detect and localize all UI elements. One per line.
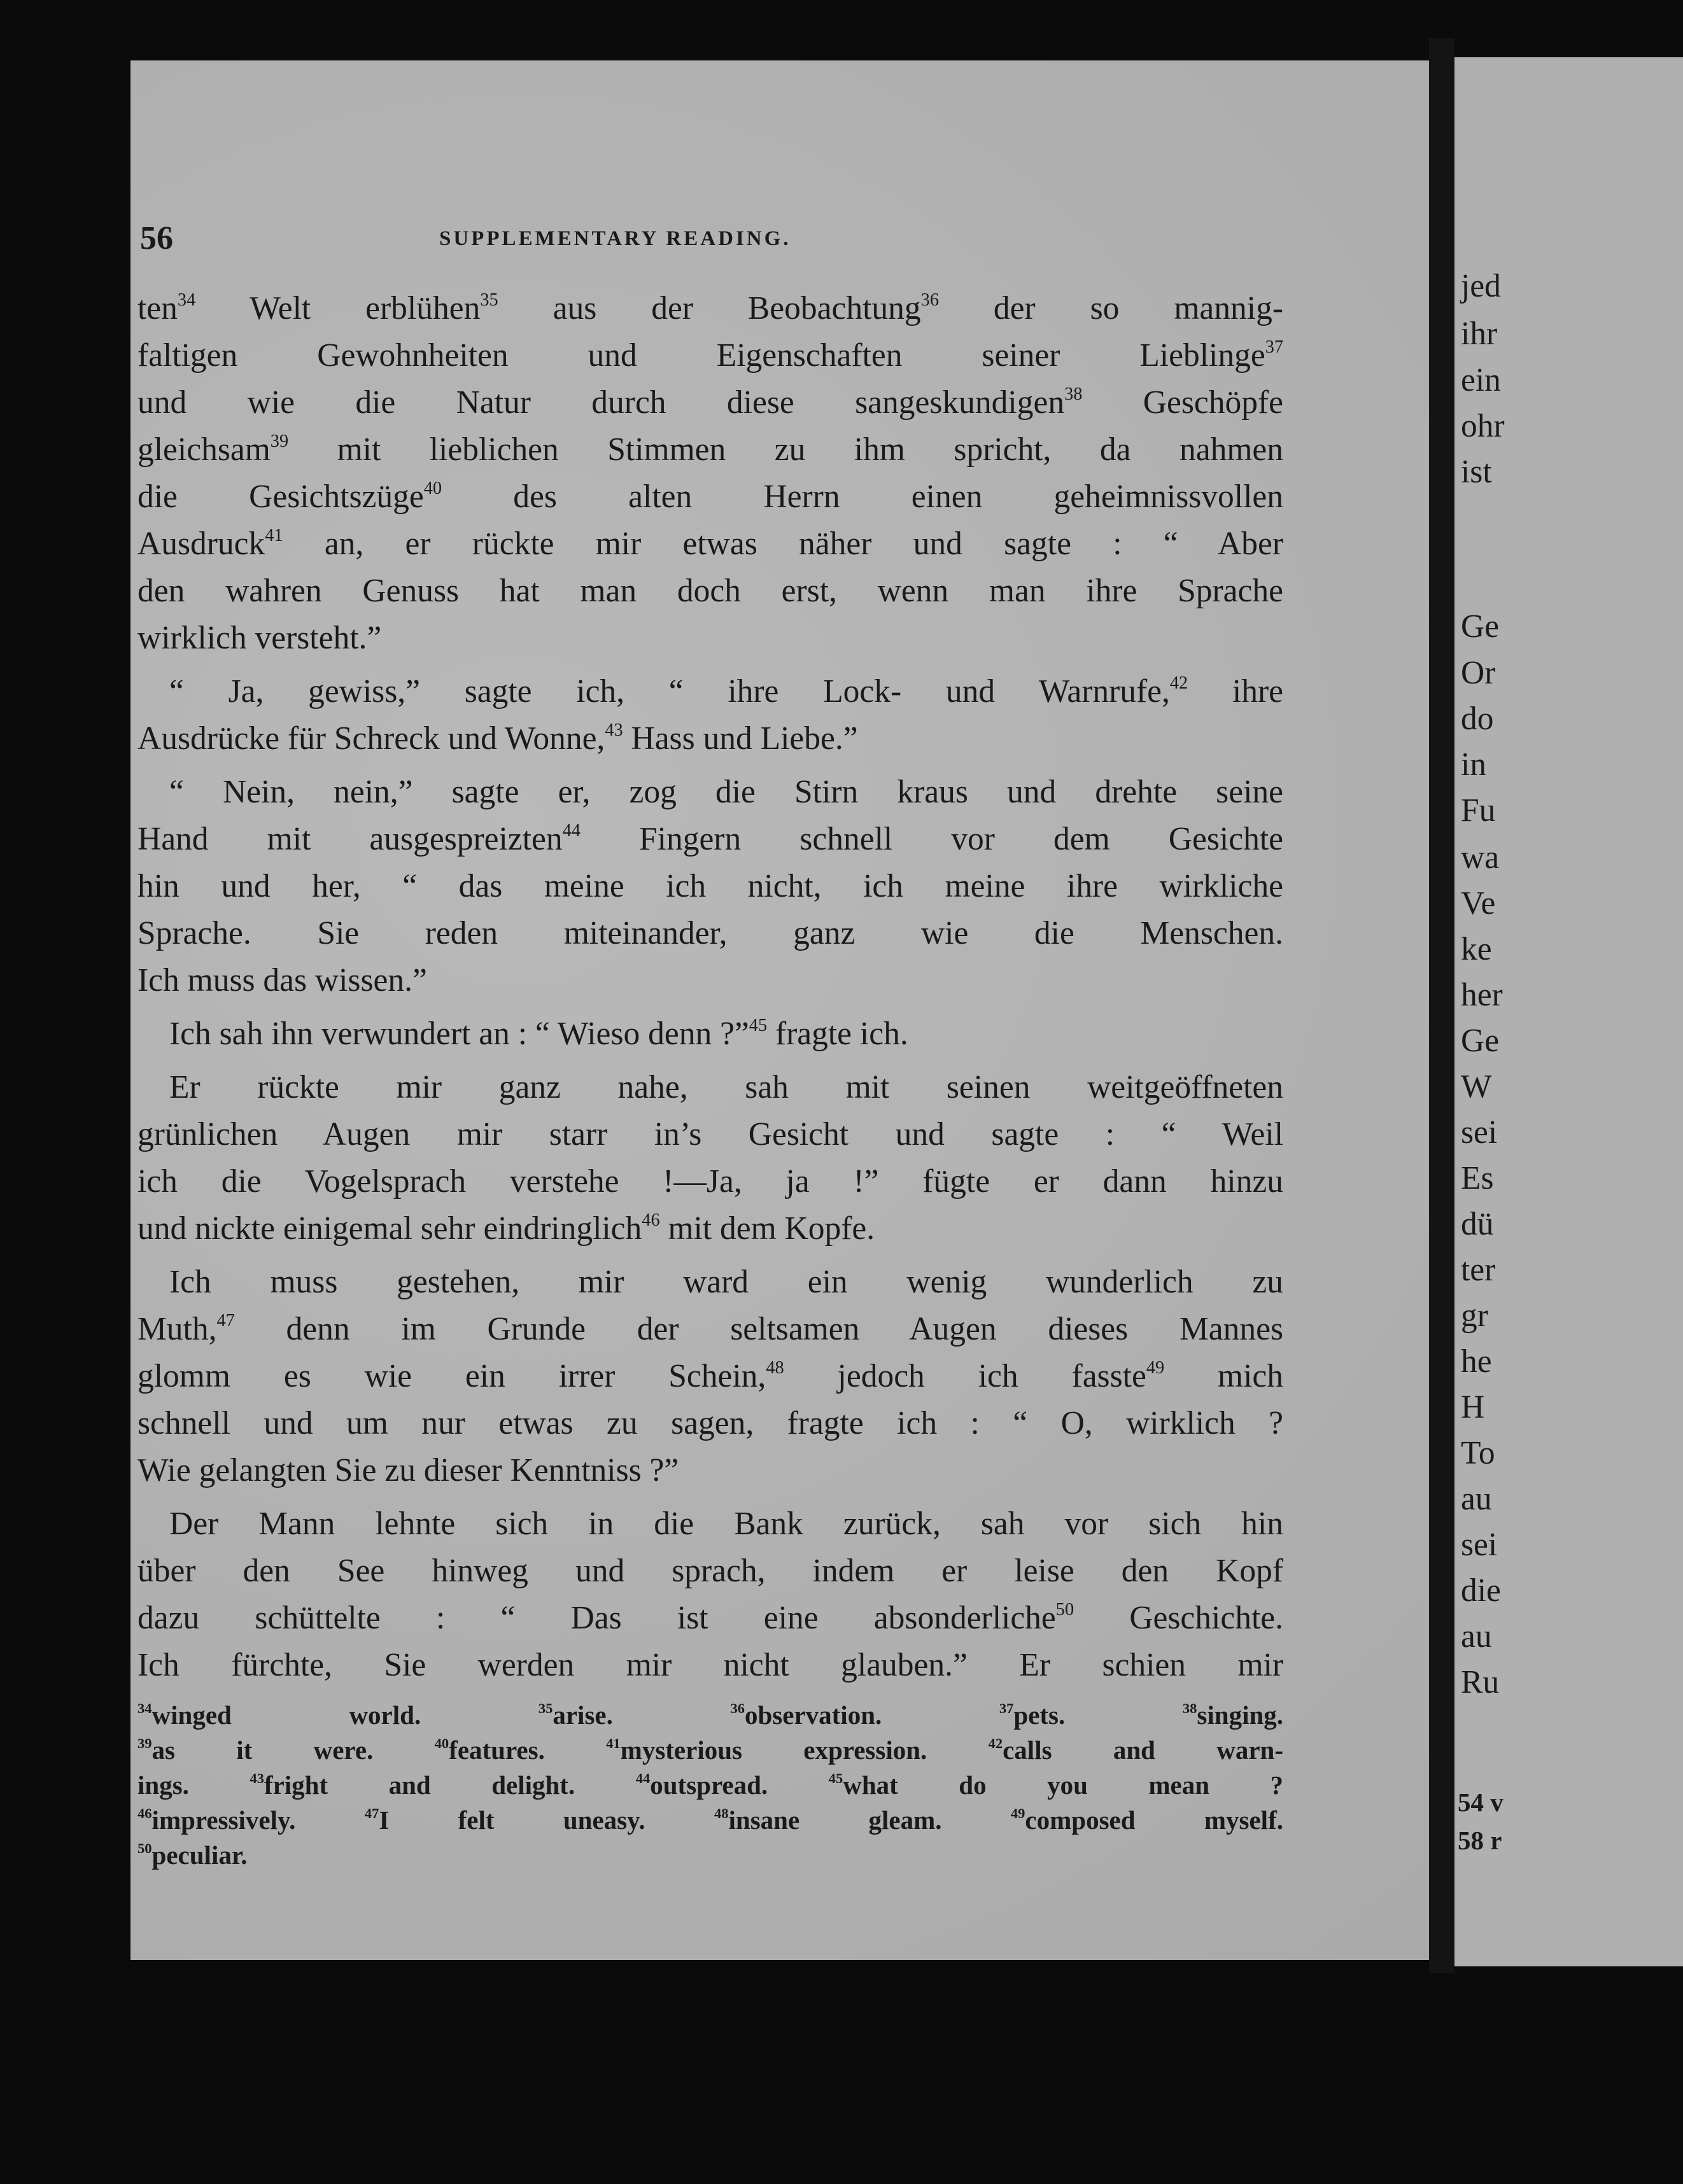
text-run: Ausdruck xyxy=(137,526,265,562)
footnote-marker: 48 xyxy=(714,1805,729,1822)
text-run: “ Ja, gewiss,” sagte ich, “ ihre Lock- und Warnrufe, xyxy=(169,673,1170,710)
text-run: grünlichen Augen mir starr in’s Gesicht und sagte : “ Weil xyxy=(137,1116,1283,1152)
footnote-line xyxy=(137,1733,1283,1768)
text-run: mich xyxy=(1164,1358,1284,1394)
right-page-fragment: jed xyxy=(1461,268,1501,304)
body-line xyxy=(137,1548,1283,1595)
footnote-marker: 50 xyxy=(137,1840,152,1857)
text-run: outspread. xyxy=(650,1770,829,1800)
body-line xyxy=(137,426,1283,473)
right-page-fragment: ihr xyxy=(1461,316,1498,352)
footnote-line xyxy=(137,1768,1283,1803)
text-run: Geschöpfe xyxy=(1082,384,1283,421)
paragraph-gap xyxy=(137,762,1283,769)
right-page-fragment: do xyxy=(1461,701,1494,737)
text-run: ings. xyxy=(137,1770,250,1800)
footnote-marker: 42 xyxy=(988,1735,1003,1752)
page-number: 56 xyxy=(140,220,173,256)
footnote-marker: 46 xyxy=(642,1210,660,1230)
body-line xyxy=(137,816,1283,863)
body-line xyxy=(137,1205,1283,1252)
footnote-line xyxy=(137,1838,1283,1873)
text-run: über den See hinweg und sprach, indem er leise den Kopf xyxy=(137,1553,1283,1589)
body-line xyxy=(137,1011,1283,1058)
text-run: aus der Beobachtung xyxy=(498,290,921,326)
text-run: Der Mann lehnte sich in die Bank zurück, sah vor sich hin xyxy=(169,1506,1283,1542)
footnote-marker: 39 xyxy=(270,431,289,451)
paragraph-gap xyxy=(137,1494,1283,1501)
text-run: fright and delight. xyxy=(264,1770,636,1800)
right-page-fragment: ein xyxy=(1461,362,1501,398)
body-line xyxy=(137,1642,1283,1689)
footnote-line xyxy=(137,1803,1283,1838)
text-run: features. xyxy=(449,1735,607,1765)
text-run: Ich sah ihn verwundert an : “ Wieso denn ?” xyxy=(169,1016,749,1052)
footnote-marker: 34 xyxy=(177,290,196,310)
right-page-fragment: H xyxy=(1461,1389,1485,1425)
body-line xyxy=(137,863,1283,910)
right-page-fragment: Ve xyxy=(1461,885,1496,921)
text-run: impressively. xyxy=(151,1805,365,1835)
text-run: arise. xyxy=(553,1700,731,1730)
body-line xyxy=(137,1400,1283,1447)
footnote-marker: 49 xyxy=(1010,1805,1025,1822)
footnote-marker: 46 xyxy=(137,1805,152,1822)
paragraph-gap xyxy=(137,1058,1283,1064)
right-page-fragment: in xyxy=(1461,746,1487,783)
text-run: I felt uneasy. xyxy=(379,1805,714,1835)
footnote-marker: 35 xyxy=(480,290,498,310)
body-line xyxy=(137,1111,1283,1158)
footnote-marker: 37 xyxy=(999,1700,1014,1717)
footnotes xyxy=(137,1698,1283,1873)
text-run: “ Nein, nein,” sagte er, zog die Stirn kraus und drehte seine xyxy=(169,774,1283,810)
right-page-fragment: sei xyxy=(1461,1527,1498,1563)
right-page-fragment: To xyxy=(1461,1435,1495,1471)
text-run: Geschichte. xyxy=(1074,1600,1283,1636)
text-run: ten xyxy=(137,290,178,326)
footnote-marker: 36 xyxy=(730,1700,745,1717)
text-run: mysterious expression. xyxy=(620,1735,989,1765)
body-line xyxy=(137,1158,1283,1205)
text-run: what do you mean ? xyxy=(843,1770,1283,1800)
body-line xyxy=(137,285,1283,332)
text-run: pets. xyxy=(1013,1700,1183,1730)
right-page-fragment: Fu xyxy=(1461,792,1496,829)
text-run: ihre xyxy=(1188,673,1283,710)
footnote-marker: 50 xyxy=(1055,1599,1074,1620)
body-line xyxy=(137,521,1283,568)
text-run: gleichsam xyxy=(137,431,271,468)
text-run: calls and warn- xyxy=(1003,1735,1283,1765)
right-page-fragment: ke xyxy=(1461,931,1492,967)
right-page-fragment: au xyxy=(1461,1481,1492,1517)
footnote-marker: 39 xyxy=(137,1735,152,1752)
body-line xyxy=(137,1306,1283,1353)
right-page-fragment: sei xyxy=(1461,1114,1498,1151)
text-run: composed myself. xyxy=(1025,1805,1283,1835)
text-run: Wie gelangten Sie zu dieser Kenntniss ?” xyxy=(137,1452,679,1488)
body-line xyxy=(137,473,1283,521)
main-text xyxy=(137,285,1283,1689)
text-run: hin und her, “ das meine ich nicht, ich meine ihre wirkliche xyxy=(137,868,1283,904)
text-run: jedoch ich fasste xyxy=(784,1358,1146,1394)
body-line xyxy=(137,379,1283,426)
body-line xyxy=(137,769,1283,816)
right-page-fragment: Ru xyxy=(1461,1664,1500,1700)
footnote-marker: 45 xyxy=(828,1770,843,1787)
footnote-marker: 41 xyxy=(265,525,283,545)
text-run: Sprache. Sie reden miteinander, ganz wie die Menschen. xyxy=(137,915,1283,951)
footnote-marker: 48 xyxy=(766,1357,784,1378)
paragraph-gap xyxy=(137,1252,1283,1259)
text-run: Welt erblühen xyxy=(195,290,481,326)
text-run: mit lieblichen Stimmen zu ihm spricht, da nahmen xyxy=(288,431,1283,468)
body-line xyxy=(137,910,1283,957)
text-run: glomm es wie ein irrer Schein, xyxy=(137,1358,766,1394)
body-line xyxy=(137,957,1283,1004)
text-run: Ausdrücke für Schreck und Wonne, xyxy=(137,720,605,757)
text-run: Ich muss gestehen, mir ward ein wenig wunderlich zu xyxy=(169,1264,1283,1300)
right-page-fragment: ter xyxy=(1461,1252,1496,1288)
right-page-fragment: Ge xyxy=(1461,1023,1500,1059)
text-run: und nickte einigemal sehr eindringlich xyxy=(137,1210,642,1247)
body-line xyxy=(137,1064,1283,1111)
footnote-line xyxy=(137,1698,1283,1733)
right-page-fragment: ist xyxy=(1461,454,1492,490)
text-run: peculiar. xyxy=(151,1840,248,1870)
right-page-fragment: dü xyxy=(1461,1206,1494,1242)
footnote-marker: 42 xyxy=(1169,673,1188,693)
text-run: der so mannig- xyxy=(938,290,1283,326)
footnote-marker: 38 xyxy=(1064,384,1083,404)
right-page-fragment: gr xyxy=(1461,1298,1488,1334)
text-run: Ich fürchte, Sie werden mir nicht glauben.” Er schien mir xyxy=(137,1647,1283,1683)
footnote-marker: 35 xyxy=(538,1700,553,1717)
right-page-fragment: her xyxy=(1461,977,1503,1013)
footnote-marker: 36 xyxy=(920,290,939,310)
footnote-marker: 44 xyxy=(635,1770,651,1787)
footnote-marker: 47 xyxy=(216,1310,235,1331)
text-run: dazu schüttelte : “ Das ist eine absonderliche xyxy=(137,1600,1056,1636)
paragraph-gap xyxy=(137,1004,1283,1011)
book-gutter xyxy=(1429,38,1454,1973)
text-run: Ich muss das wissen.” xyxy=(137,962,427,998)
footnote-marker: 43 xyxy=(250,1770,264,1787)
text-run: Er rückte mir ganz nahe, sah mit seinen weitgeöffneten xyxy=(169,1069,1283,1105)
right-page-fragment: Ge xyxy=(1461,608,1500,645)
text-run: fragte ich. xyxy=(767,1016,908,1052)
body-line xyxy=(137,1501,1283,1548)
text-run: an, er rückte mir etwas näher und sagte : “ Aber xyxy=(283,526,1283,562)
text-run: Muth, xyxy=(137,1311,217,1347)
text-run: winged world. xyxy=(151,1700,539,1730)
body-line xyxy=(137,1595,1283,1642)
text-run: wirklich versteht.” xyxy=(137,620,382,656)
running-head: SUPPLEMENTARY READING. xyxy=(439,227,791,250)
body-line xyxy=(137,1353,1283,1400)
body-line xyxy=(137,1259,1283,1306)
right-page-fragment: Es xyxy=(1461,1160,1494,1196)
right-page-fragment: W xyxy=(1461,1068,1492,1105)
right-page-fragment: au xyxy=(1461,1618,1492,1655)
body-line xyxy=(137,332,1283,379)
footnote-marker: 49 xyxy=(1146,1357,1165,1378)
body-line xyxy=(137,715,1283,762)
text-run: observation. xyxy=(745,1700,999,1730)
text-run: denn im Grunde der seltsamen Augen dieses Mannes xyxy=(234,1311,1283,1347)
text-run: mit dem Kopfe. xyxy=(659,1210,875,1247)
body-line xyxy=(137,1447,1283,1494)
footnote-marker: 37 xyxy=(1265,337,1283,357)
footnote-marker: 34 xyxy=(137,1700,152,1717)
footnote-marker: 41 xyxy=(606,1735,621,1752)
right-page-fragment: ohr xyxy=(1461,408,1505,444)
right-page-footnote-fragment: 54 v xyxy=(1458,1788,1503,1817)
text-run: die Gesichtszüge xyxy=(137,479,424,515)
body-line xyxy=(137,668,1283,715)
body-line xyxy=(137,568,1283,615)
text-run: des alten Herrn einen geheimnissvollen xyxy=(442,479,1283,515)
right-page-fragment: he xyxy=(1461,1343,1492,1380)
footnote-marker: 45 xyxy=(749,1015,768,1035)
text-run: Hass und Liebe.” xyxy=(623,720,858,757)
text-run: insane gleam. xyxy=(728,1805,1011,1835)
page-header xyxy=(140,220,1286,264)
text-run: faltigen Gewohnheiten und Eigenschaften seiner Lieblinge xyxy=(137,337,1265,374)
text-run: den wahren Genuss hat man doch erst, wenn man ihre Sprache xyxy=(137,573,1283,609)
footnote-marker: 40 xyxy=(423,478,442,498)
text-run: ich die Vogelsprach verstehe !—Ja, ja !” fügte er dann hinzu xyxy=(137,1163,1283,1200)
text-run: Hand mit ausgespreizten xyxy=(137,821,563,857)
text-run: as it were. xyxy=(151,1735,435,1765)
footnote-marker: 47 xyxy=(364,1805,379,1822)
text-run: und wie die Natur durch diese sangeskundigen xyxy=(137,384,1065,421)
text-run: schnell und um nur etwas zu sagen, fragte ich : “ O, wirklich ? xyxy=(137,1405,1283,1441)
text-run: Fingern schnell vor dem Gesichte xyxy=(580,821,1283,857)
right-page-fragment: wa xyxy=(1461,839,1500,876)
footnote-marker: 38 xyxy=(1182,1700,1197,1717)
footnote-marker: 44 xyxy=(562,820,581,841)
text-run: singing. xyxy=(1197,1700,1284,1730)
right-page-fragment: die xyxy=(1461,1572,1501,1609)
paragraph-gap xyxy=(137,662,1283,668)
footnote-marker: 43 xyxy=(605,720,623,740)
footnote-marker: 40 xyxy=(434,1735,449,1752)
right-page-fragment: Or xyxy=(1461,655,1496,691)
body-line xyxy=(137,615,1283,662)
right-page-footnote-fragment: 58 r xyxy=(1458,1826,1502,1855)
